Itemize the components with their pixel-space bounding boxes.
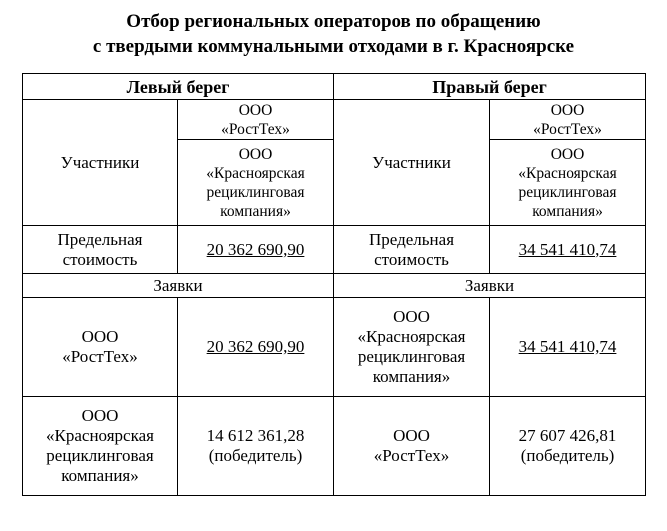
left-limit-label: Предельная стоимость [23,226,178,274]
right-participant-2: ООО «Красноярская рециклинговая компания» [490,140,646,226]
right-bid-2-value: 27 607 426,81 (победитель) [490,397,646,496]
left-participant-2: ООО «Красноярская рециклинговая компания» [178,140,334,226]
left-bid-2-name: ООО «Красноярская рециклинговая компания» [23,397,178,496]
bids-row-1 [23,298,646,397]
right-bid-2-name: ООО «РостТех» [334,397,490,496]
right-participant-1: ООО «РостТех» [490,100,646,140]
left-bid-1-name: ООО «РостТех» [23,298,178,397]
left-participants-label: Участники [23,100,178,226]
header-row [23,74,646,100]
limit-row [23,226,646,274]
right-bids-label: Заявки [334,274,646,298]
left-limit-value: 20 362 690,90 [178,226,334,274]
right-participants-label: Участники [334,100,490,226]
left-bank-header: Левый берег [23,74,334,100]
left-bid-1-value: 20 362 690,90 [178,298,334,397]
right-limit-value: 34 541 410,74 [490,226,646,274]
left-participant-1: ООО «РостТех» [178,100,334,140]
page-title [0,9,667,59]
right-limit-label: Предельная стоимость [334,226,490,274]
right-bid-1-value: 34 541 410,74 [490,298,646,397]
title-line-1: Отбор региональных операторов по обращению [126,11,541,32]
bids-row-2 [23,397,646,496]
right-bid-1-name: ООО «Красноярская рециклинговая компания» [334,298,490,397]
left-bids-label: Заявки [23,274,334,298]
bids-header-row [23,274,646,298]
title-line-2: с твердыми коммунальными отходами в г. Красноярске [92,36,575,57]
right-bank-header: Правый берег [334,74,646,100]
left-bid-2-value: 14 612 361,28 (победитель) [178,397,334,496]
operators-table [22,73,646,496]
participants-row-1 [23,100,646,140]
